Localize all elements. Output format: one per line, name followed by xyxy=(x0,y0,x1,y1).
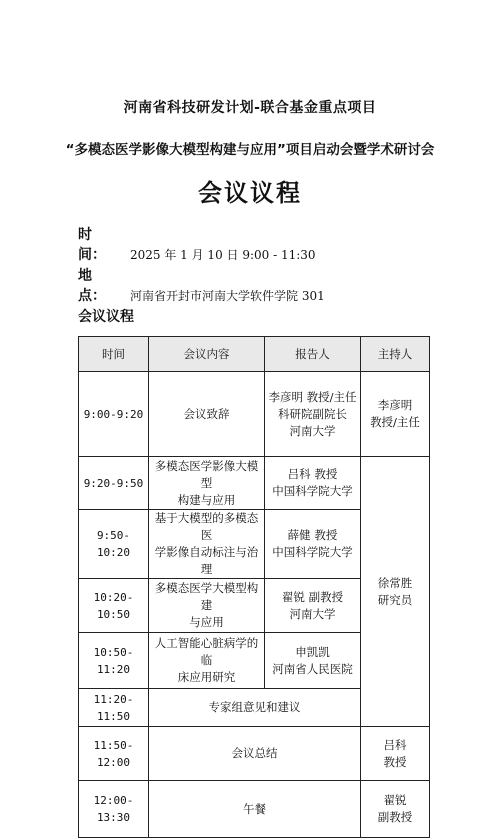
table-row xyxy=(79,727,430,781)
time-value: 2025 年 1 月 10 日 9:00 - 11:30 xyxy=(130,248,316,262)
table-row xyxy=(79,781,430,838)
host-line: 教授/主任 xyxy=(370,415,420,429)
speaker-line: 科研院副院长 xyxy=(278,406,347,421)
time-cell: 9:00-9:20 xyxy=(79,372,149,457)
meeting-time-line xyxy=(78,224,316,264)
host-cell xyxy=(361,781,430,838)
time-label: 时 间： xyxy=(78,227,120,263)
table-header-row xyxy=(79,337,430,372)
content-cell xyxy=(149,510,265,579)
speaker-line: 河南省人民医院 xyxy=(272,661,353,676)
content-line: 学影像自动标注与治理 xyxy=(154,545,259,576)
table-row xyxy=(79,457,430,510)
content-cell-merged: 专家组意见和建议 xyxy=(149,689,361,727)
speaker-line: 吕科 教授 xyxy=(287,467,338,481)
speaker-cell xyxy=(265,510,361,579)
time-cell: 11:20-11:50 xyxy=(79,689,149,727)
speaker-cell xyxy=(265,633,361,689)
speaker-cell xyxy=(265,457,361,510)
header-speaker: 报告人 xyxy=(265,337,361,372)
content-line: 构建与应用 xyxy=(177,492,236,507)
speaker-line: 河南大学 xyxy=(289,423,336,438)
document-subtitle-project: “多模态医学影像大模型构建与应用”项目启动会暨学术研讨会 xyxy=(65,142,435,158)
time-cell: 12:00-13:30 xyxy=(79,781,149,838)
time-cell: 9:20-9:50 xyxy=(79,457,149,510)
host-line: 研究员 xyxy=(377,592,413,607)
header-time: 时间 xyxy=(79,337,149,372)
host-cell xyxy=(361,727,430,781)
meeting-place-line xyxy=(78,265,325,305)
content-cell-merged: 会议总结 xyxy=(149,727,361,781)
document-subtitle-fund: 河南省科技研发计划-联合基金重点项目 xyxy=(123,100,377,116)
speaker-line: 薛健 教授 xyxy=(287,528,338,542)
time-cell: 10:20-10:50 xyxy=(79,579,149,633)
host-line: 翟锐 xyxy=(383,793,407,807)
agenda-table xyxy=(78,336,430,838)
speaker-line: 河南大学 xyxy=(289,606,336,621)
header-content: 会议内容 xyxy=(149,337,265,372)
speaker-line: 中国科学院大学 xyxy=(272,545,353,559)
page-title: 会议议程 xyxy=(198,178,302,207)
host-line: 教授 xyxy=(383,754,407,769)
content-cell-merged: 午餐 xyxy=(149,781,361,838)
speaker-line: 李彦明 教授/主任 xyxy=(268,389,357,404)
speaker-line: 申凯凯 xyxy=(295,644,330,659)
section-heading: 会议议程 xyxy=(78,309,134,325)
content-line: 基于大模型的多模态医 xyxy=(154,511,259,542)
place-label: 地 点： xyxy=(78,268,120,304)
content-cell xyxy=(149,633,265,689)
content-line: 人工智能心脏病学的临 xyxy=(154,636,259,667)
speaker-line: 翟锐 副教授 xyxy=(281,589,344,604)
content-cell: 会议致辞 xyxy=(149,372,265,457)
content-line: 多模态医学大模型构建 xyxy=(154,581,259,612)
content-line: 床应用研究 xyxy=(177,670,236,684)
host-cell xyxy=(361,372,430,457)
host-cell xyxy=(361,457,430,727)
speaker-line: 中国科学院大学 xyxy=(272,484,353,498)
host-line: 李彦明 xyxy=(377,398,413,412)
host-line: 副教授 xyxy=(377,810,413,824)
place-value: 河南省开封市河南大学软件学院 301 xyxy=(130,289,325,303)
content-line: 与应用 xyxy=(189,615,224,629)
content-line: 多模态医学影像大模型 xyxy=(154,458,259,490)
header-host: 主持人 xyxy=(361,337,430,372)
speaker-cell xyxy=(265,372,361,457)
content-cell xyxy=(149,457,265,510)
time-cell: 10:50-11:20 xyxy=(79,633,149,689)
content-cell xyxy=(149,579,265,633)
table-row xyxy=(79,372,430,457)
host-line: 吕科 xyxy=(383,737,407,752)
host-line: 徐常胜 xyxy=(377,575,413,590)
time-cell: 11:50-12:00 xyxy=(79,727,149,781)
speaker-cell xyxy=(265,579,361,633)
time-cell: 9:50-10:20 xyxy=(79,510,149,579)
